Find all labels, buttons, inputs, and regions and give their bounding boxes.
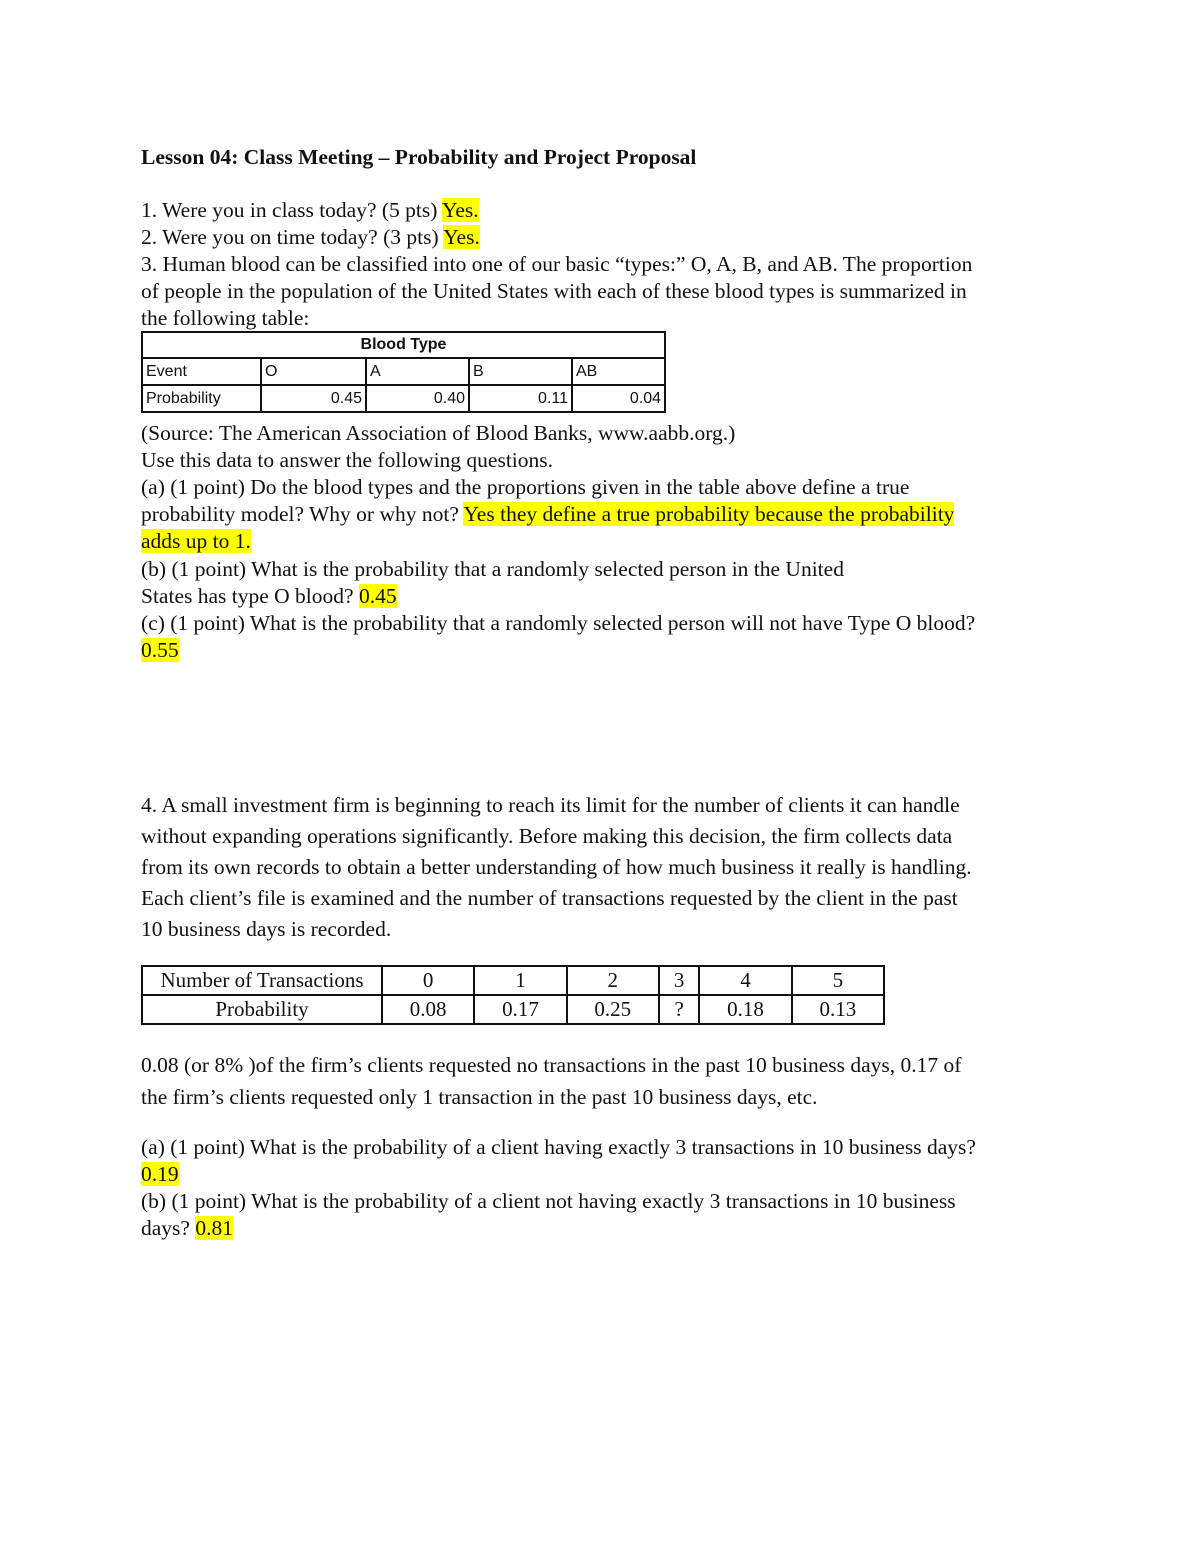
table-row xyxy=(142,966,884,995)
table-header-cell: 2 xyxy=(567,966,659,995)
table-header-cell: 0 xyxy=(382,966,474,995)
table-header-cell: 3 xyxy=(659,966,699,995)
question-4b-text: days? xyxy=(141,1216,196,1240)
question-3c-line-2 xyxy=(141,637,179,663)
source-citation: (Source: The American Association of Blood Banks, www.aabb.org.) xyxy=(141,421,736,445)
table-header-cell: 4 xyxy=(699,966,791,995)
table-header-cell: AB xyxy=(572,358,665,385)
table-cell: 0.18 xyxy=(699,995,791,1024)
table-cell: 0.04 xyxy=(572,385,665,412)
question-1-text: 1. Were you in class today? (5 pts) xyxy=(141,198,442,222)
table-row xyxy=(142,995,884,1024)
table-row xyxy=(142,385,665,412)
question-3a-line-2 xyxy=(141,501,954,527)
question-4b-answer: 0.81 xyxy=(195,1216,233,1240)
question-4-intro-line-3: from its own records to obtain a better understanding of how much business it really is handling. xyxy=(141,855,972,879)
question-3b-text: States has type O blood? xyxy=(141,584,359,608)
table-header-cell: O xyxy=(261,358,366,385)
table-row xyxy=(142,358,665,385)
question-3c-line-1: (c) (1 point) What is the probability that a randomly selected person will not have Type O blood? xyxy=(141,611,976,635)
question-3-intro-line-3: the following table: xyxy=(141,306,310,330)
question-3b-line-2 xyxy=(141,583,397,609)
question-4a-line-2 xyxy=(141,1161,179,1187)
table-header-cell: Number of Transactions xyxy=(142,966,382,995)
question-4-note-line-1: 0.08 (or 8% )of the firm’s clients requested no transactions in the past 10 business days, 0.17 of xyxy=(141,1053,962,1077)
question-2-answer: Yes. xyxy=(443,225,480,249)
table-cell: 0.25 xyxy=(567,995,659,1024)
question-3a-line-3 xyxy=(141,528,251,554)
question-4-intro-line-1: 4. A small investment firm is beginning to reach its limit for the number of clients it can handle xyxy=(141,793,960,817)
table-cell: 0.13 xyxy=(792,995,884,1024)
table-header-cell: 5 xyxy=(792,966,884,995)
question-1-answer: Yes. xyxy=(442,198,479,222)
table-header-cell: A xyxy=(366,358,469,385)
question-3-intro-line-2: of people in the population of the United States with each of these blood types is summarized in xyxy=(141,279,967,303)
question-2 xyxy=(141,224,480,250)
question-3a-text: probability model? Why or why not? xyxy=(141,502,464,526)
question-4-note-line-2: the firm’s clients requested only 1 transaction in the past 10 business days, etc. xyxy=(141,1085,818,1109)
question-3b-line-1: (b) (1 point) What is the probability that a randomly selected person in the United xyxy=(141,557,844,581)
question-4-intro-line-2: without expanding operations significantly. Before making this decision, the firm collects data xyxy=(141,824,953,848)
table-cell: ? xyxy=(659,995,699,1024)
page-title: Lesson 04: Class Meeting – Probability and Project Proposal xyxy=(141,145,697,169)
table-cell: 0.45 xyxy=(261,385,366,412)
question-4-intro-line-4: Each client’s file is examined and the number of transactions requested by the client in the past xyxy=(141,886,958,910)
table-header-cell: 1 xyxy=(474,966,566,995)
question-4-intro-line-5: 10 business days is recorded. xyxy=(141,917,392,941)
use-data-instruction: Use this data to answer the following questions. xyxy=(141,448,554,472)
question-1 xyxy=(141,197,479,223)
question-4b-line-1: (b) (1 point) What is the probability of a client not having exactly 3 transactions in 10 business xyxy=(141,1189,956,1213)
table-cell: 0.17 xyxy=(474,995,566,1024)
question-4a-line-1: (a) (1 point) What is the probability of a client having exactly 3 transactions in 10 business days? xyxy=(141,1135,976,1159)
table-header-cell: Event xyxy=(142,358,261,385)
table-row-label: Probability xyxy=(142,385,261,412)
table-cell: 0.40 xyxy=(366,385,469,412)
table-cell: 0.11 xyxy=(469,385,572,412)
blood-type-table xyxy=(141,331,666,413)
table-header-cell: B xyxy=(469,358,572,385)
question-3a-answer-part-1: Yes they define a true probability because the probability xyxy=(463,502,955,526)
table-row-label: Probability xyxy=(142,995,382,1024)
question-3a-line-1: (a) (1 point) Do the blood types and the proportions given in the table above define a true xyxy=(141,475,910,499)
question-3a-answer-part-2: adds up to 1. xyxy=(141,529,251,553)
question-4b-line-2 xyxy=(141,1215,233,1241)
question-3c-answer: 0.55 xyxy=(141,638,179,662)
question-3-intro-line-1: 3. Human blood can be classified into one of our basic “types:” O, A, B, and AB. The proportion xyxy=(141,252,973,276)
question-2-text: 2. Were you on time today? (3 pts) xyxy=(141,225,444,249)
question-4a-answer: 0.19 xyxy=(141,1162,179,1186)
blood-type-caption: Blood Type xyxy=(142,332,665,358)
table-cell: 0.08 xyxy=(382,995,474,1024)
question-3b-answer: 0.45 xyxy=(358,584,397,608)
transactions-table xyxy=(141,965,885,1025)
